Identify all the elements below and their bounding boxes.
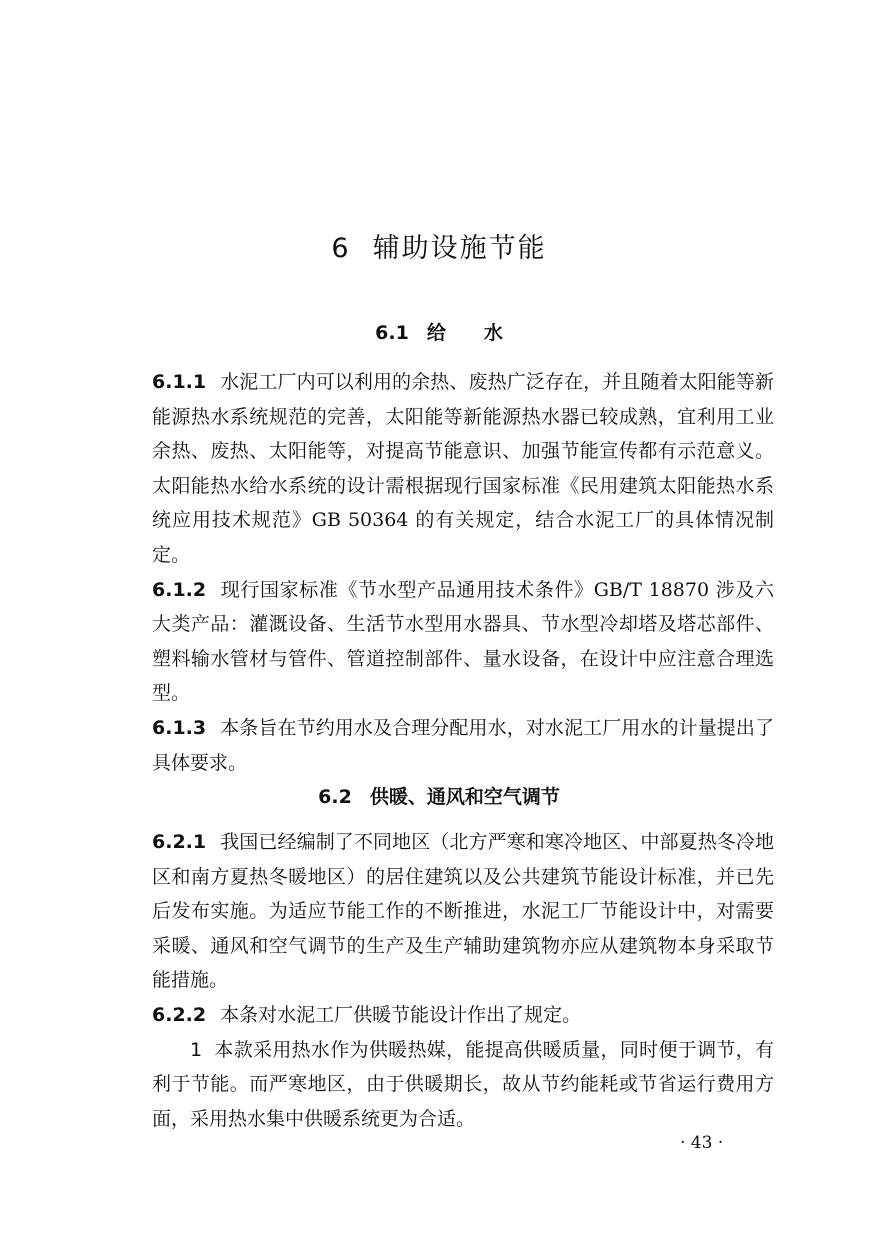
chapter-title (0, 226, 878, 265)
item-number: 1 (190, 1038, 203, 1061)
section-title-6-1 (0, 318, 878, 345)
clause-text: 本条旨在节约用水及合理分配用水，对水泥工厂用水的计量提出了具体要求。 (152, 716, 774, 774)
clause-text: 我国已经编制了不同地区（北方严寒和寒冷地区、中部夏热冬冷地区和南方夏热冬暖地区）的居住建筑以及公共建筑节能设计标准，并已先后发布实施。为适应节能工作的不断推进，水泥工厂节能设计中，对需要采暖、通风和空气调节的生产及生产辅助建筑物亦应从建筑物本身采取节能措施。 (152, 831, 774, 992)
clause-number: 6.2.2 (152, 1003, 207, 1026)
section-title-text: 供暖、通风和空气调节 (369, 786, 560, 808)
page-number: · 43 · (680, 1133, 724, 1153)
clause-number: 6.1.2 (152, 578, 207, 601)
clause-number: 6.1.1 (152, 371, 207, 393)
clause-6-2-1 (152, 825, 774, 998)
clause-number: 6.2.1 (152, 831, 207, 853)
item-text: 本款采用热水作为供暖热媒，能提高供暖质量，同时便于调节，有利于节能。而严寒地区，由于供暖期长，故从节约能耗或节省运行费用方面，采用热水集中供暖系统更为合适。 (152, 1038, 774, 1130)
section-title-text: 给 水 (426, 322, 503, 344)
section-number: 6.2 (318, 786, 352, 808)
clause-text: 水泥工厂内可以利用的余热、废热广泛存在，并且随着太阳能等新能源热水系统规范的完善，太阳能等新能源热水器已较成熟，宜利用工业余热、废热、太阳能等，对提高节能意识、加强节能宣传都有示范意义。太阳能热水给水系统的设计需根据现行国家标准《民用建筑太阳能热水系统应用技术规范》GB 50364 的有关规定，结合水泥工厂的具体情况制定。 (152, 371, 774, 566)
clause-6-1-2 (152, 573, 774, 711)
section-6-1-body (152, 365, 774, 780)
section-number: 6.1 (375, 322, 409, 344)
clause-text: 本条对水泥工厂供暖节能设计作出了规定。 (220, 1003, 582, 1026)
clause-number: 6.1.3 (152, 716, 207, 739)
chapter-number: 6 (331, 233, 351, 264)
clause-6-1-1 (152, 365, 774, 573)
clause-text: 现行国家标准《节水型产品通用技术条件》GB/T 18870 涉及六大类产品：灌溉设备、生活节水型用水器具、节水型冷却塔及塔芯部件、塑料输水管材与管件、管道控制部件、量水设备，在设计中应注意合理选型。 (152, 578, 774, 705)
clause-6-1-3 (152, 711, 774, 780)
chapter-title-text: 辅助设施节能 (372, 233, 547, 264)
section-6-2-body (152, 825, 774, 1136)
item-1 (152, 1033, 774, 1137)
section-title-6-2 (0, 782, 878, 809)
clause-6-2-2 (152, 998, 774, 1033)
